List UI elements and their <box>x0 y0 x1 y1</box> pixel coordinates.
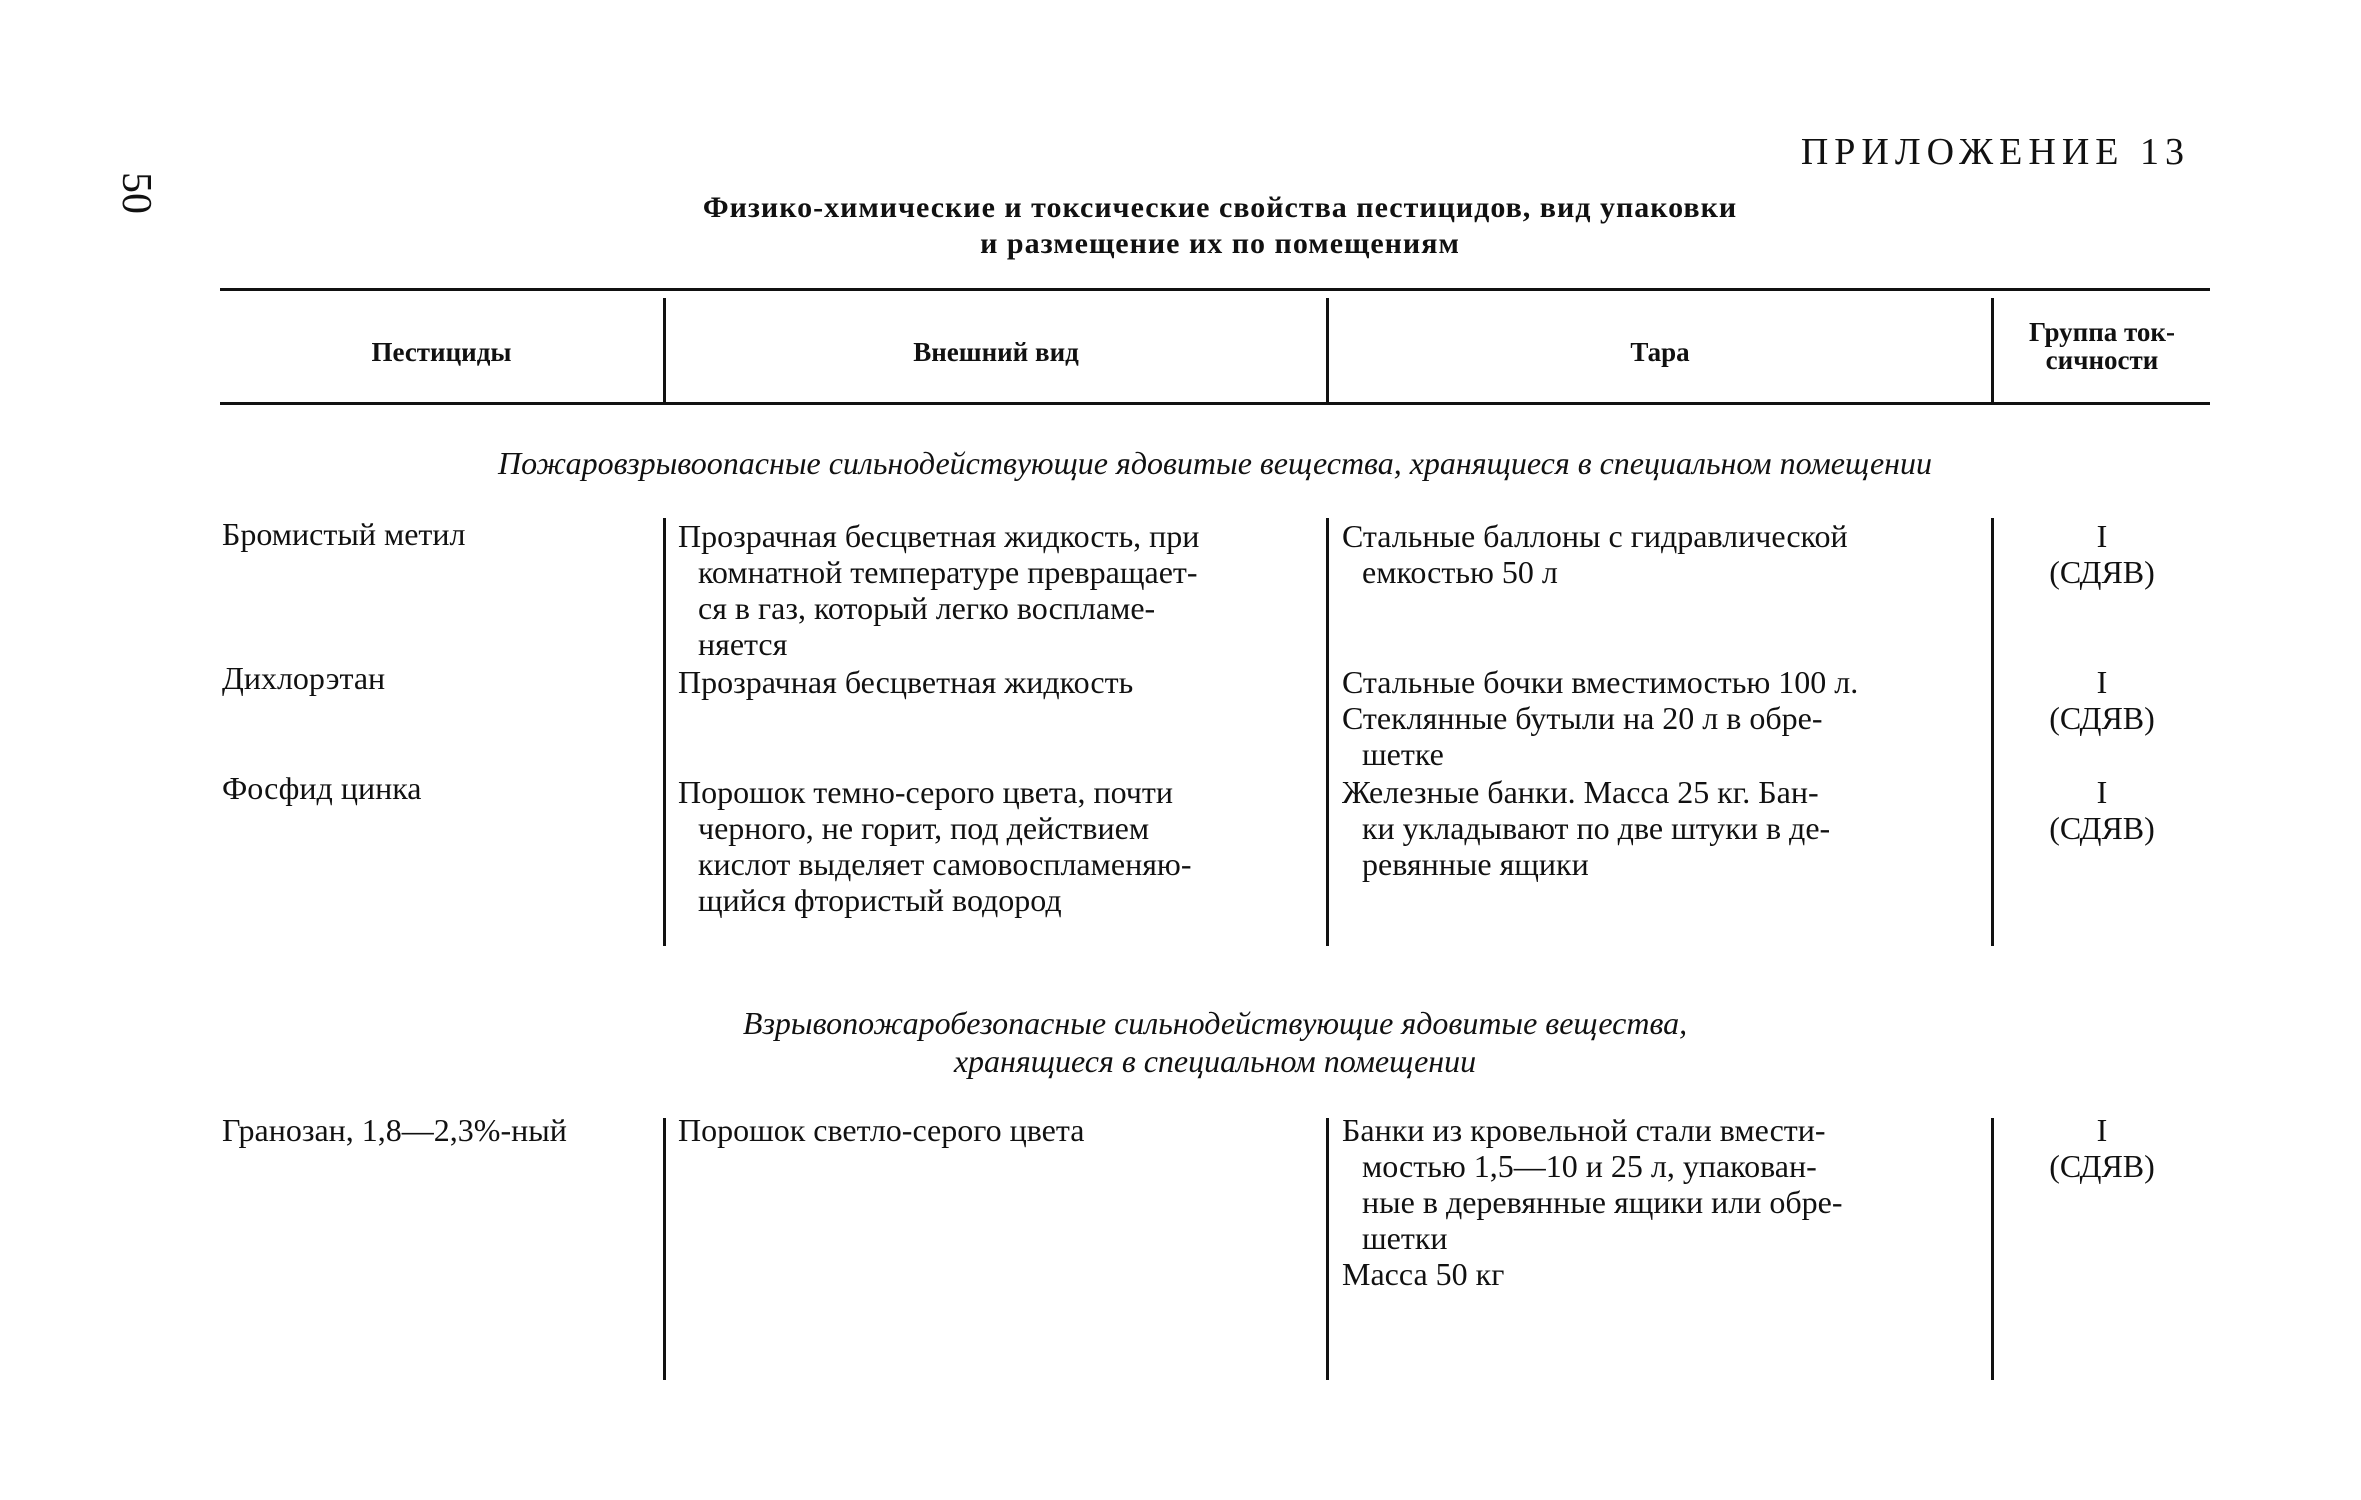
toxicity-group-cell <box>1994 774 2210 846</box>
text-line: ревянные ящики <box>1362 846 1589 882</box>
text-line: Банки из кровельной стали вмести- <box>1342 1112 1826 1148</box>
text-line: Стальные баллоны с гидравлической <box>1342 518 1848 554</box>
header-toxicity-line-2: сичности <box>2045 345 2159 375</box>
header-container: Тара <box>1630 337 1690 367</box>
header-pesticides: Пестициды <box>371 337 512 367</box>
text-line: Стеклянные бутыли на 20 л в обре- <box>1342 700 1823 736</box>
section-heading-line-2: хранящиеся в специальном помещении <box>953 1043 1477 1079</box>
header-toxicity-line-1: Группа ток- <box>2029 317 2175 347</box>
toxicity-group-cell <box>1994 664 2210 736</box>
container-cell <box>1342 774 1982 882</box>
group-roman: I <box>2096 774 2108 810</box>
section-heading <box>220 1004 2210 1080</box>
group-roman: I <box>2096 518 2108 554</box>
column-divider <box>1326 1118 1329 1380</box>
text-line: шетке <box>1362 736 1444 772</box>
appearance-cell <box>678 1112 1313 1148</box>
appearance-cell <box>678 774 1313 918</box>
text-line: Порошок темно-серого цвета, почти <box>678 774 1173 810</box>
group-label: (СДЯВ) <box>2049 810 2155 846</box>
text-line: ся в газ, который легко воспламе- <box>698 590 1156 626</box>
page-number: 50 <box>113 172 159 214</box>
text-line: Прозрачная бесцветная жидкость <box>678 664 1134 700</box>
text-line: Прозрачная бесцветная жидкость, при <box>678 518 1200 554</box>
group-roman: I <box>2096 1112 2108 1148</box>
text-line: щийся фтористый водород <box>698 882 1062 918</box>
group-label: (СДЯВ) <box>2049 700 2155 736</box>
table-top-rule <box>220 288 2210 291</box>
text-line: мостью 1,5—10 и 25 л, упакован- <box>1362 1148 1817 1184</box>
column-divider <box>663 518 666 946</box>
container-cell <box>1342 1112 1982 1292</box>
group-label: (СДЯВ) <box>2049 554 2155 590</box>
appendix-label: ПРИЛОЖЕНИЕ 13 <box>1800 131 2190 173</box>
text-line: комнатной температуре превращает- <box>698 554 1198 590</box>
text-line: няется <box>698 626 788 662</box>
table-header-rule <box>220 402 2210 405</box>
text-line: Стальные бочки вместимостью 100 л. <box>1342 664 1859 700</box>
title-line-2: и размещение их по помещениям <box>980 227 1460 260</box>
group-roman: I <box>2096 664 2108 700</box>
text-line: черного, не горит, под действием <box>698 810 1150 846</box>
toxicity-group-cell <box>1994 1112 2210 1184</box>
container-cell <box>1342 518 1982 590</box>
group-label: (СДЯВ) <box>2049 1148 2155 1184</box>
text-line: Масса 50 кг <box>1342 1256 1505 1292</box>
text-line: емкостью 50 л <box>1362 554 1558 590</box>
pesticide-name: Дихлорэтан <box>222 660 386 696</box>
appearance-cell <box>678 518 1313 662</box>
section-heading: Пожаровзрывоопасные сильнодействующие ядовитые вещества, хранящиеся в специальном помещении <box>497 445 1933 481</box>
column-divider <box>663 1118 666 1380</box>
column-divider <box>1326 518 1329 946</box>
text-line: Железные банки. Масса 25 кг. Бан- <box>1342 774 1819 810</box>
text-line: Порошок светло-серого цвета <box>678 1112 1085 1148</box>
pesticide-name: Гранозан, 1,8—2,3%-ный <box>222 1112 567 1148</box>
header-toxicity-group <box>1994 318 2210 374</box>
pesticide-name: Фосфид цинка <box>222 770 422 806</box>
title-line-1: Физико-химические и токсические свойства пестицидов, вид упаковки <box>702 191 1738 224</box>
pesticide-name: Бромистый метил <box>222 516 466 552</box>
section-heading-line-1: Взрывопожаробезопасные сильнодействующие ядовитые вещества, <box>742 1005 1688 1041</box>
document-title <box>500 190 1940 262</box>
header-appearance: Внешний вид <box>913 337 1079 367</box>
appearance-cell <box>678 664 1313 700</box>
text-line: ные в деревянные ящики или обре- <box>1362 1184 1843 1220</box>
container-cell <box>1342 664 1982 772</box>
text-line: шетки <box>1362 1220 1448 1256</box>
toxicity-group-cell <box>1994 518 2210 590</box>
text-line: ки укладывают по две штуки в де- <box>1362 810 1831 846</box>
text-line: кислот выделяет самовоспламеняю- <box>698 846 1192 882</box>
